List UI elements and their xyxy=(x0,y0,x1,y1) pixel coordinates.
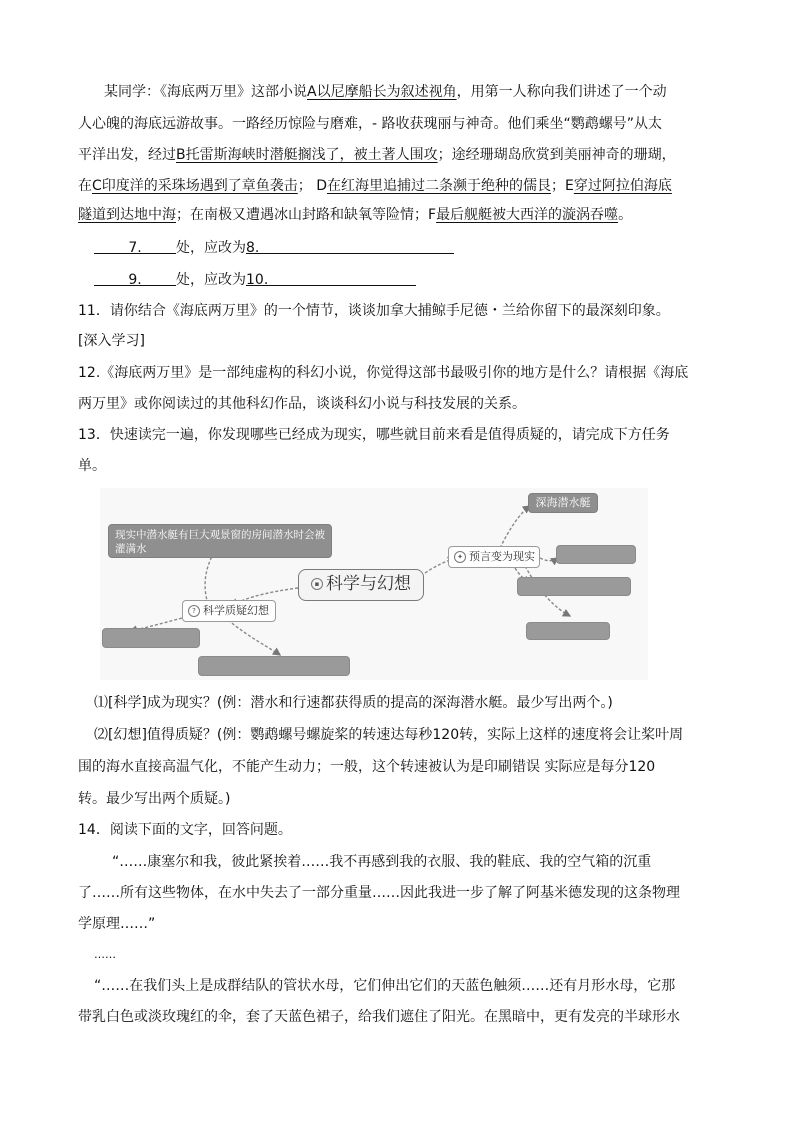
topic-icon: ▪ xyxy=(311,578,323,590)
para1-line3: 平洋出发，经过B托雷斯海峡时潜艇搁浅了，被土著人围攻；途经珊瑚岛欣赏到美丽神奇的珊瑚， xyxy=(78,147,676,163)
mind-map-blank-right1[interactable] xyxy=(556,545,636,564)
mind-map-right-top: 深海潜水艇 xyxy=(528,493,598,513)
option-d: 在红海里追捕过二条濒于绝种的儒艮 xyxy=(327,178,552,194)
question-icon: ? xyxy=(188,605,200,617)
mind-map-blank-left2[interactable] xyxy=(198,656,350,676)
option-f: 最后舰艇被大西洋的漩涡吞噬 xyxy=(436,207,619,223)
option-b: B托雷斯海峡时潜艇搁浅了，被土著人围攻 xyxy=(176,147,438,163)
answer-blank-8[interactable]: 8. xyxy=(246,238,454,254)
para1-line2: 人心魄的海底远游故事。一路经历惊险与磨难，- 路收获瑰丽与神奇。他们乘坐“鹦鹉螺号”从太 xyxy=(78,116,663,132)
connector-right-top xyxy=(500,506,530,548)
question-11: 11．请你结合《海底两万里》的一个情节，谈谈加拿大捕鲸手尼德・兰给你留下的最深刻印象。 xyxy=(78,303,670,319)
lightbulb-icon: ✦ xyxy=(454,551,466,563)
quote2-line1: “……在我们头上是成群结队的管状水母，它们伸出它们的天蓝色触须……还有月形水母，它那 xyxy=(94,978,676,994)
ellipsis: …… xyxy=(94,948,116,961)
blank-row-7-8: 7. 处，应改为8. xyxy=(94,238,454,258)
question-13-line1: 13．快速读完一遍，你发现哪些已经成为现实，哪些就目前来看是值得质疑的，请完成下方任务 xyxy=(78,427,670,443)
option-c: C印度洋的采珠场遇到了章鱼袭击 xyxy=(92,178,298,194)
section-heading: [深入学习] xyxy=(78,333,145,349)
question-12-line2: 两万里》或你阅读过的其他科幻作品，谈谈科幻小说与科技发展的关系。 xyxy=(78,396,526,412)
mind-map-center: ▪ 科学与幻想 xyxy=(298,569,424,601)
mind-map-left-note: 现实中潜水艇有巨大观景窗的房间潜水时会被灌满水 xyxy=(108,524,332,558)
answer-blank-9[interactable]: 9. xyxy=(94,270,176,286)
mind-map-blank-right3[interactable] xyxy=(526,622,610,640)
blank-row-9-10: 9. 处，应改为10. xyxy=(94,270,416,290)
question-14: 14．阅读下面的文字，回答问题。 xyxy=(78,822,292,838)
mind-map xyxy=(100,488,648,680)
answer-blank-10[interactable]: 10. xyxy=(246,270,416,286)
question-13-line2: 单。 xyxy=(78,458,106,474)
quote2-line2: 带乳白色或淡玫瑰红的伞，套了天蓝色裙子，给我们遮住了阳光。在黑暗中，更有发亮的半球形水 xyxy=(78,1009,680,1025)
quote1-line2: 了……所有这些物体，在水中失去了一部分重量……因此我进一步了解了阿基米德发现的这条物理 xyxy=(78,885,680,901)
option-e-cont: 隧道到达地中海 xyxy=(78,207,176,223)
mind-map-blank-left1[interactable] xyxy=(102,628,200,648)
mind-map-left-branch: ? 科学质疑幻想 xyxy=(182,600,276,622)
option-e: 穿过阿拉伯海底 xyxy=(573,178,672,194)
sub-question-2-line2: 围的海水直接高温气化，不能产生动力；一般，这个转速被认为是印刷错误 实际应是每分120 xyxy=(78,759,656,775)
quote1-line1: “……康塞尔和我，彼此紧挨着……我不再感到我的衣服、我的鞋底、我的空气箱的沉重 xyxy=(112,854,652,870)
mind-map-blank-right2[interactable] xyxy=(517,577,631,596)
para1-line5: 隧道到达地中海；在南极又遭遇冰山封路和缺氧等险情；F最后舰艇被大西洋的漩涡吞噬。 xyxy=(78,207,633,223)
answer-blank-7[interactable]: 7. xyxy=(94,238,176,254)
sub-question-2-line3: 转。最少写出两个质疑。) xyxy=(78,791,231,807)
mind-map-right-branch: ✦ 预言变为现实 xyxy=(448,546,540,568)
sub-question-1: ⑴[科学]成为现实？(例：潜水和行速都获得质的提高的深海潜水艇。最少写出两个。) xyxy=(94,695,613,711)
quote1-line3: 学原理……” xyxy=(78,916,156,932)
option-a: A以尼摩船长为叙述视角 xyxy=(307,84,457,100)
para1-line1: 某同学：《海底两万里》这部小说A以尼摩船长为叙述视角，用第一人称向我们讲述了一个动 xyxy=(104,84,667,100)
connector-left-blank2 xyxy=(228,620,280,655)
question-12-line1: 12.《海底两万里》是一部纯虚构的科幻小说，你觉得这部书最吸引你的地方是什么？请根据《海底 xyxy=(78,365,689,381)
para1-line4: 在C印度洋的采珠场遇到了章鱼袭击； D在红海里追捕过二条濒于绝种的儒艮；E穿过阿拉伯海底 xyxy=(78,178,672,194)
sub-question-2-line1: ⑵[幻想]值得质疑？(例：鹦鹉螺号螺旋桨的转速达每秒120转，实际上这样的速度将会让桨叶周 xyxy=(94,727,684,743)
